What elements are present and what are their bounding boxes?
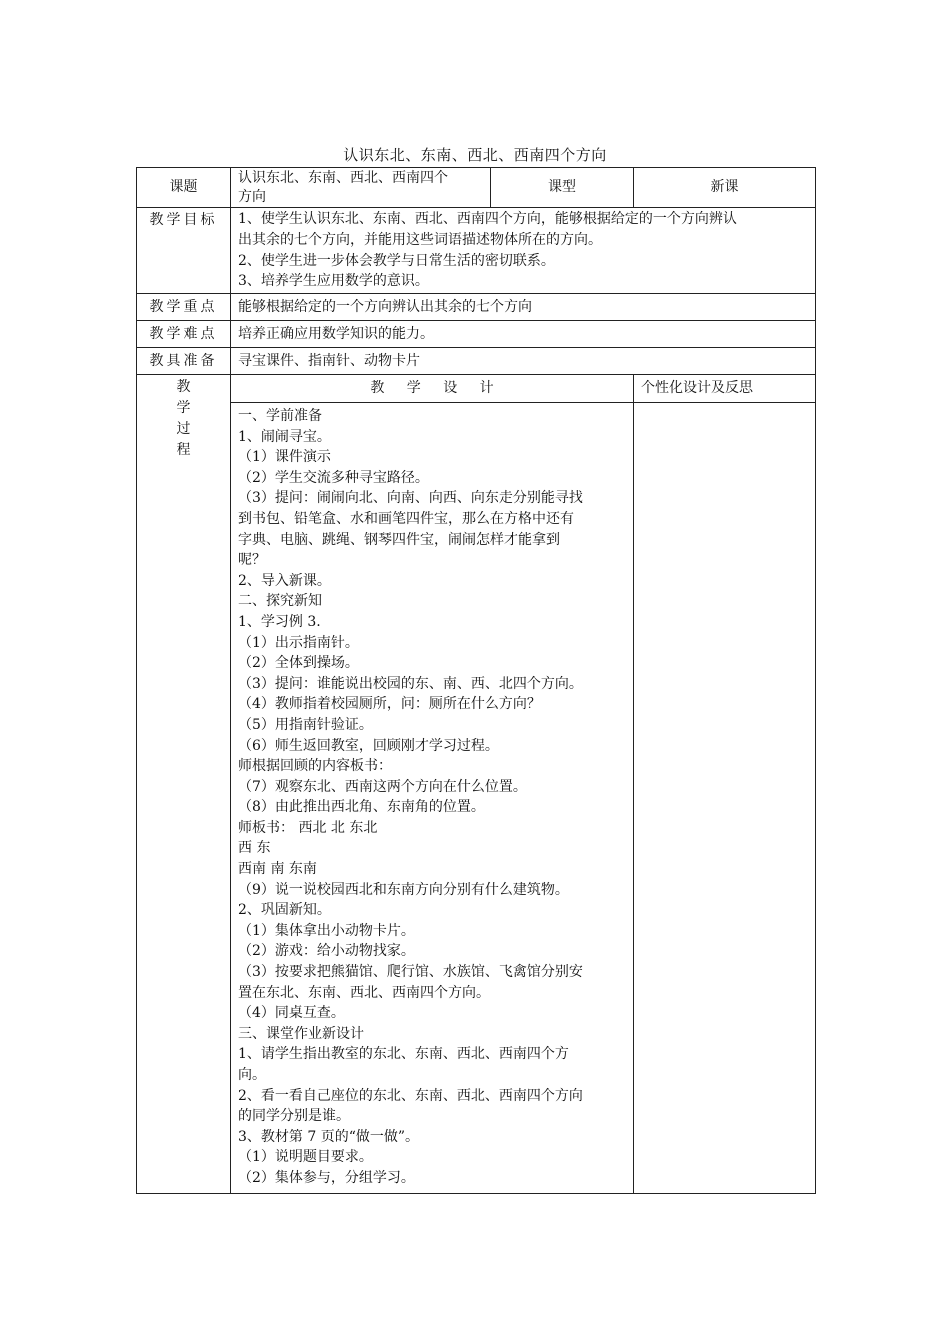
goal-line: 1、使学生认识东北、东南、西北、西南四个方向，能够根据给定的一个方向辨认 xyxy=(238,211,737,228)
process-line: （6）师生返回教室，回顾刚才学习过程。 xyxy=(238,737,499,754)
process-label-char: 学 xyxy=(176,400,191,416)
process-line: 到书包、铅笔盒、水和画笔四件宝，那么在方格中还有 xyxy=(238,510,574,527)
process-line: （4）同桌互查。 xyxy=(238,1005,345,1022)
process-line: 西南 南 东南 xyxy=(238,861,317,878)
goal-line: 2、使学生进一步体会教学与日常生活的密切联系。 xyxy=(238,252,555,269)
process-label-char: 程 xyxy=(176,442,191,458)
process-line: （1）课件演示 xyxy=(238,449,331,466)
topic-value xyxy=(231,168,491,208)
process-line: 呢？ xyxy=(238,552,266,569)
materials-value: 寻宝课件、指南针、动物卡片 xyxy=(231,348,816,375)
goal-line: 出其余的七个方向，并能用这些词语描述物体所在的方向。 xyxy=(238,231,602,248)
process-line: 1、闹闹寻宝。 xyxy=(238,428,331,445)
process-header-row xyxy=(137,375,816,403)
difficulty-row xyxy=(137,321,816,348)
process-line: 二、探究新知 xyxy=(238,593,322,610)
process-line: （3）按要求把熊猫馆、爬行馆、水族馆、飞禽馆分别安 xyxy=(238,964,583,981)
process-line: 师根据回顾的内容板书： xyxy=(238,758,392,775)
topic-value-line: 方向 xyxy=(238,188,266,205)
reflection-header: 个性化设计及反思 xyxy=(634,375,816,403)
process-line: （2）学生交流多种寻宝路径。 xyxy=(238,469,429,486)
lesson-type-label: 课型 xyxy=(491,168,634,208)
process-line: 师板书： 西北 北 东北 xyxy=(238,819,378,836)
materials-row xyxy=(137,348,816,375)
process-line: （3）提问：谁能说出校园的东、南、西、北四个方向。 xyxy=(238,675,583,692)
process-line: 西 东 xyxy=(238,840,271,857)
reflection-content xyxy=(634,403,816,1194)
difficulty-value: 培养正确应用数学知识的能力。 xyxy=(231,321,816,348)
process-line: 3、教材第 7 页的“做一做”。 xyxy=(238,1128,420,1145)
process-line: （2）集体参与，分组学习。 xyxy=(238,1169,415,1186)
process-line: 向。 xyxy=(238,1067,266,1083)
process-line: 1、请学生指出教室的东北、东南、西北、西南四个方 xyxy=(238,1046,569,1063)
design-header: 教 学 设 计 xyxy=(231,375,634,403)
process-line: 1、学习例 3. xyxy=(238,613,321,630)
topic-row xyxy=(137,168,816,208)
key-point-row xyxy=(137,294,816,321)
goals-label: 教学目标 xyxy=(137,208,231,294)
process-line: （1）出示指南针。 xyxy=(238,634,359,651)
process-line: （5）用指南针验证。 xyxy=(238,716,373,733)
topic-value-line: 认识东北、东南、西北、西南四个 xyxy=(238,169,448,186)
goal-line: 3、培养学生应用数学的意识。 xyxy=(238,273,429,290)
goals-row xyxy=(137,208,816,294)
process-line: （2）游戏：给小动物找家。 xyxy=(238,943,415,960)
key-point-label: 教学重点 xyxy=(137,294,231,321)
process-line: 2、看一看自己座位的东北、东南、西北、西南四个方向 xyxy=(238,1087,583,1104)
document-title: 认识东北、东南、西北、西南四个方向 xyxy=(343,146,607,164)
process-line: 字典、电脑、跳绳、钢琴四件宝，闹闹怎样才能拿到 xyxy=(238,531,560,548)
design-content xyxy=(231,403,634,1194)
process-label-char: 教 xyxy=(176,379,191,395)
process-line: 的同学分别是谁。 xyxy=(238,1108,350,1125)
key-point-value: 能够根据给定的一个方向辨认出其余的七个方向 xyxy=(231,294,816,321)
process-line: （9）说一说校园西北和东南方向分别有什么建筑物。 xyxy=(238,881,569,898)
materials-label: 教具准备 xyxy=(137,348,231,375)
process-line: （1）说明题目要求。 xyxy=(238,1149,373,1166)
process-line: （7）观察东北、西南这两个方向在什么位置。 xyxy=(238,778,527,795)
process-content-row xyxy=(137,403,816,1194)
process-line: 一、学前准备 xyxy=(238,408,322,424)
process-line: 2、导入新课。 xyxy=(238,572,331,589)
lesson-type-value: 新课 xyxy=(634,168,816,208)
difficulty-label: 教学难点 xyxy=(137,321,231,348)
process-line: 置在东北、东南、西北、西南四个方向。 xyxy=(238,984,490,1001)
process-label-char: 过 xyxy=(176,421,191,437)
process-line: （2）全体到操场。 xyxy=(238,655,359,672)
process-line: （4）教师指着校园厕所，问：厕所在什么方向？ xyxy=(238,696,541,713)
topic-label: 课题 xyxy=(137,168,231,208)
process-line: 三、课堂作业新设计 xyxy=(238,1025,364,1042)
process-line: 2、巩固新知。 xyxy=(238,902,331,919)
process-line: （3）提问：闹闹向北、向南、向西、向东走分别能寻找 xyxy=(238,490,583,507)
process-line: （8）由此推出西北角、东南角的位置。 xyxy=(238,799,485,816)
goals-content xyxy=(231,208,816,294)
lesson-plan-table xyxy=(136,167,816,1194)
process-label xyxy=(137,375,231,1194)
process-line: （1）集体拿出小动物卡片。 xyxy=(238,922,415,939)
